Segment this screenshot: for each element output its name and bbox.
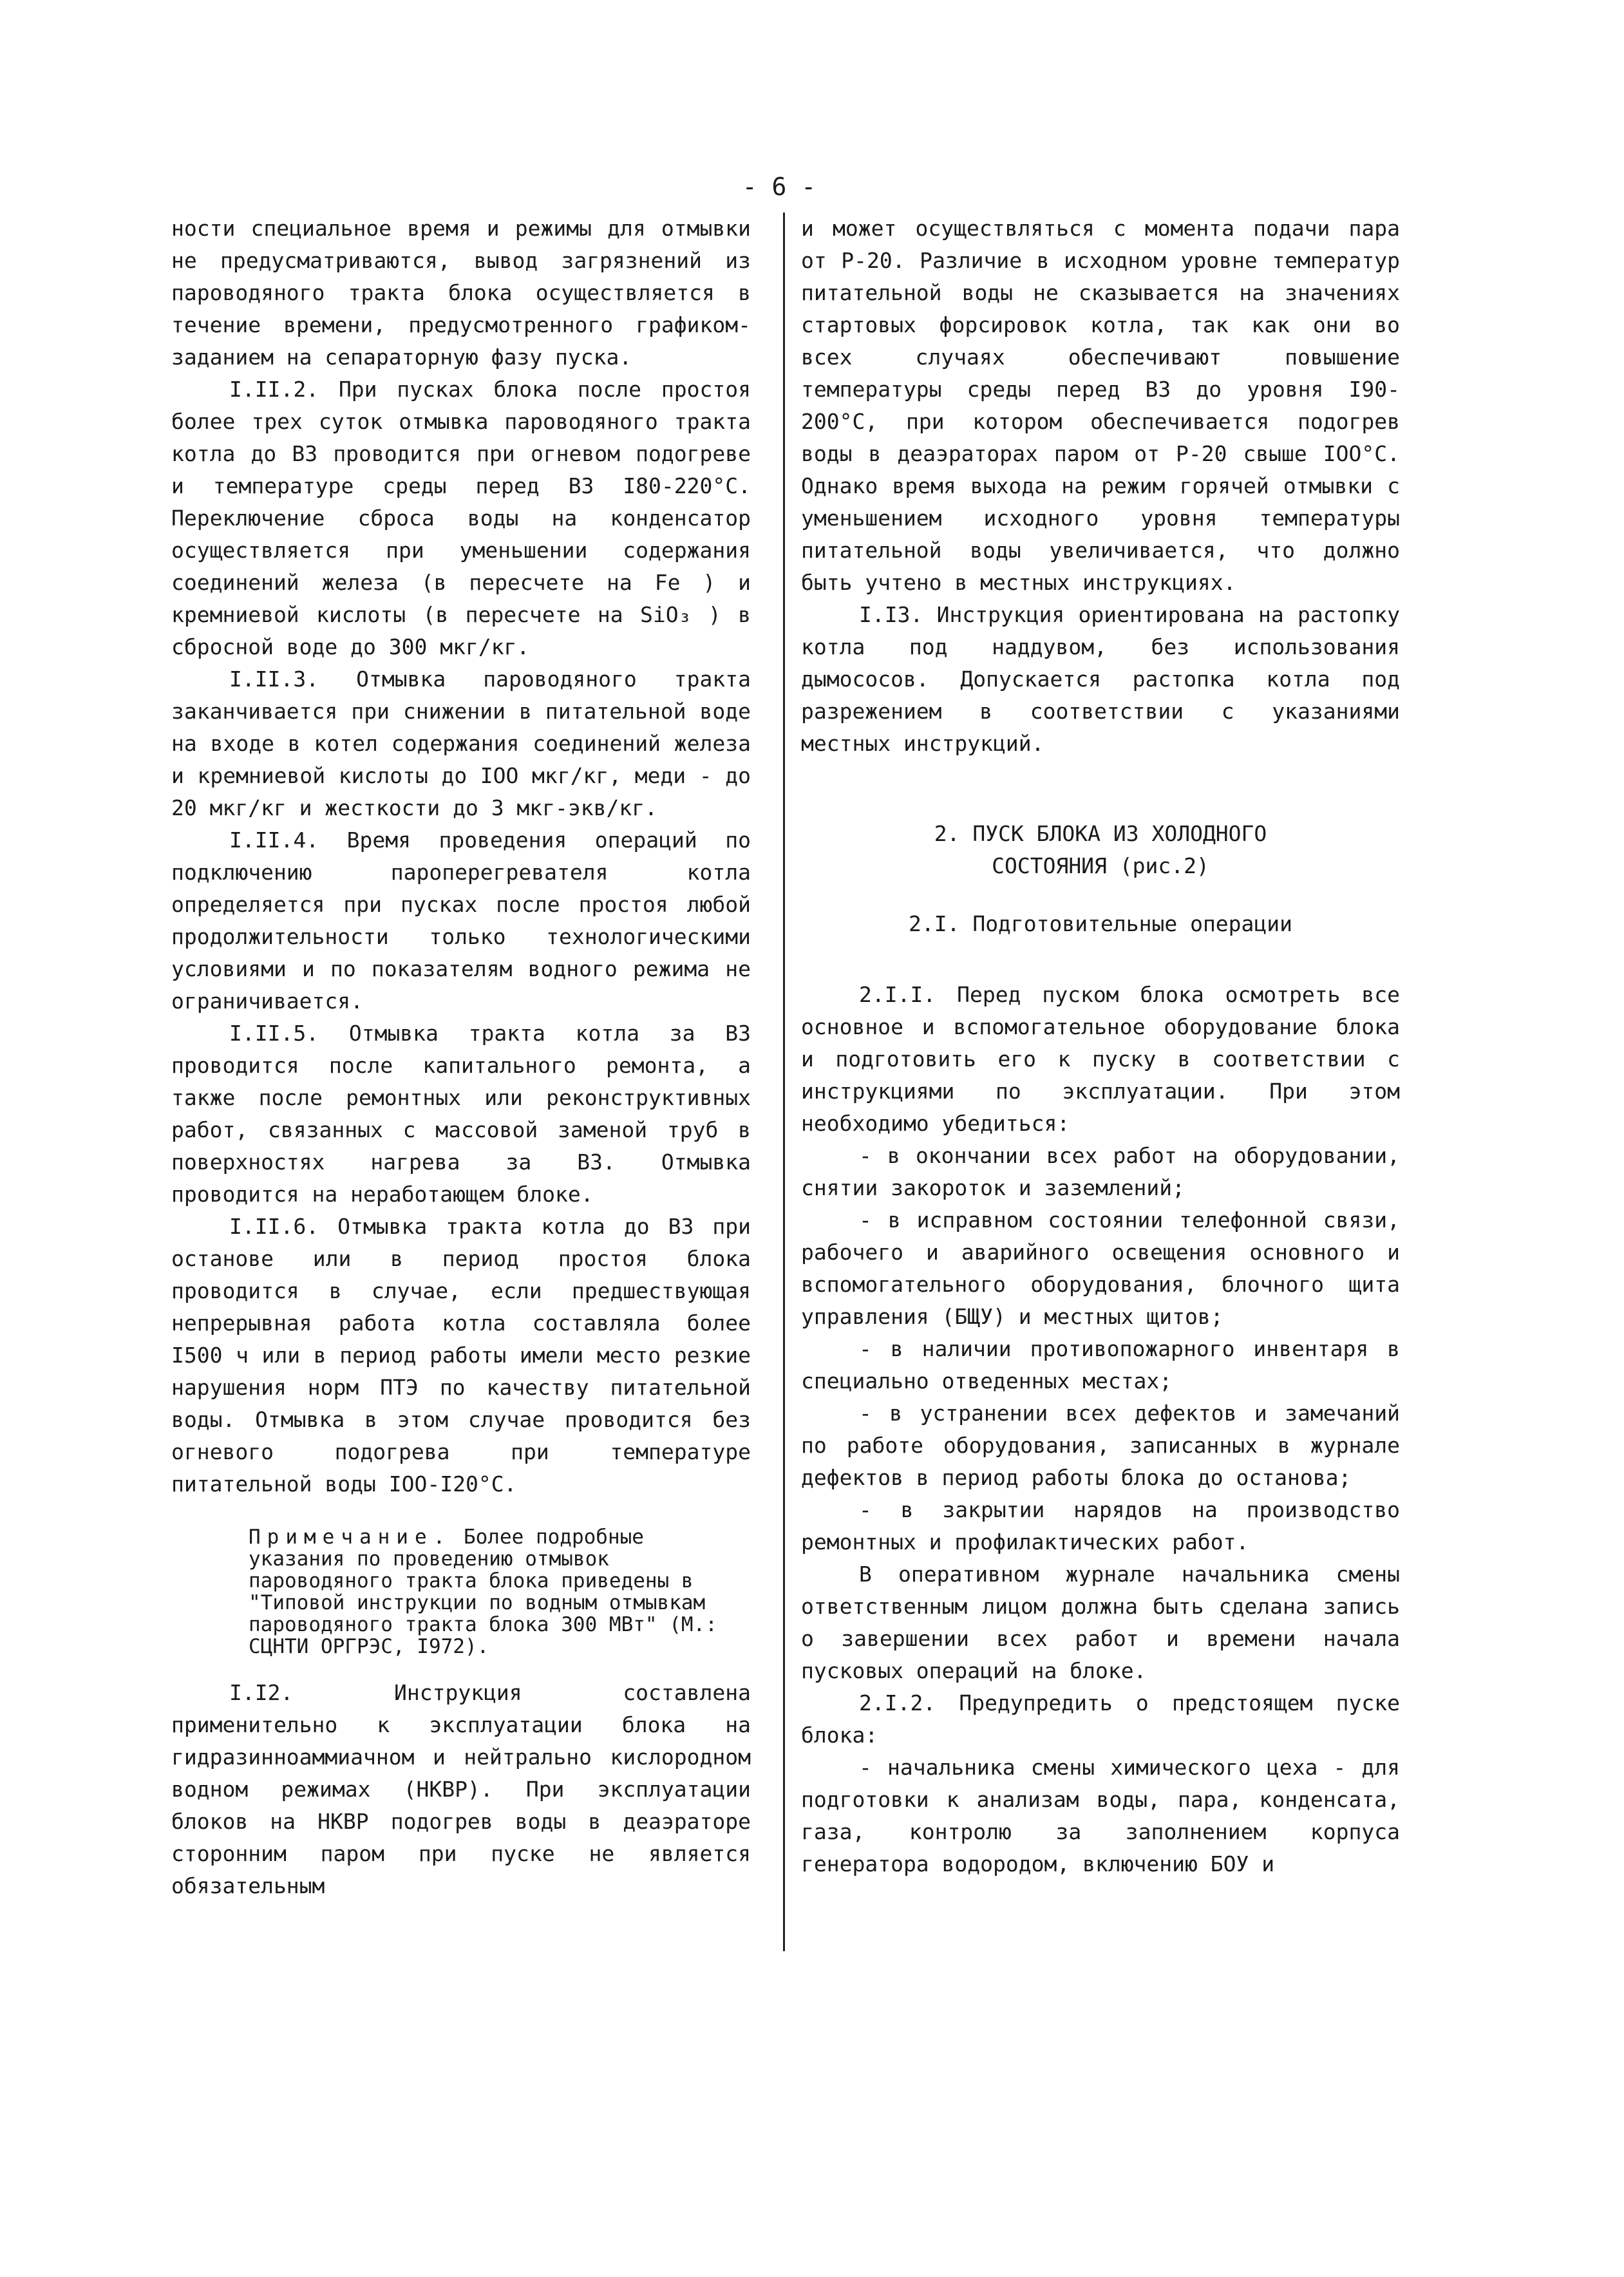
paragraph: ности специальное время и режимы для отмывки не предусматриваются, вывод загрязнений из пароводяного тракта блока осуществляется в течение времени, предусмотренного графиком-заданием на сепараторную фазу пуска. — [171, 216, 751, 370]
left-column — [171, 213, 751, 1902]
paragraph: 2.I.2. Предупредить о предстоящем пуске блока: — [801, 1690, 1400, 1748]
right-column — [801, 213, 1400, 1880]
paragraph: I.II.4. Время проведения операций по подключению пароперегревателя котла определяется при пусках после простоя любой продолжительности только технологическими условиями и по показателям водного режима не ограничивается. — [171, 827, 751, 1014]
list-item: - начальника смены химического цеха - для подготовки к анализам воды, пара, конденсата, газа, контролю за заполнением корпуса генератора водородом, включению БОУ и — [801, 1755, 1400, 1876]
paragraph: I.I3. Инструкция ориентирована на растопку котла под наддувом, без использования дымососов. Допускается растопка котла под разрежением в соответствии с указаниями местных инструкций. — [801, 602, 1400, 756]
list-item: - в исправном состоянии телефонной связи, рабочего и аварийного освещения основного и вспомогательного оборудования, блочного щита управления (БЩУ) и местных щитов; — [801, 1207, 1400, 1329]
paragraph: I.II.5. Отмывка тракта котла за ВЗ проводится после капитального ремонта, а также после ремонтных или реконструктивных работ, связанных с массовой заменой труб в поверхностях нагрева за ВЗ. Отмывка проводится на неработающем блоке. — [171, 1021, 751, 1207]
section-heading-line: 2. ПУСК БЛОКА ИЗ ХОЛОДНОГО — [934, 821, 1267, 846]
paragraph: 2.I.I. Перед пуском блока осмотреть все основное и вспомогательное оборудование блока и подготовить его к пуску в соответствии с инструкциями по эксплуатации. При этом необходимо убедиться: — [801, 982, 1400, 1136]
paragraph: I.II.3. Отмывка пароводяного тракта заканчивается при снижении в питательной воде на входе в котел содержания соединений железа и кремниевой кислоты до IOO мкг/кг, меди - до 20 мкг/кг и жесткости до 3 мкг-экв/кг. — [171, 666, 751, 820]
list-item: - в наличии противопожарного инвентаря в специально отведенных местах; — [801, 1336, 1400, 1394]
list-item: - в окончании всех работ на оборудовании, снятии закороток и заземлений; — [801, 1143, 1400, 1200]
subsection-heading: 2.I. Подготовительные операции — [908, 911, 1293, 936]
list-item: - в закрытии нарядов на производство ремонтных и профилактических работ. — [801, 1497, 1400, 1554]
paragraph: и может осуществляться с момента подачи пара от Р-20. Различие в исходном уровне температур питательной воды не сказывается на значениях стартовых форсировок котла, так как они во всех случаях обеспечивают повышение температуры среды перед ВЗ до уровня I90-200°С, при котором обеспечивается подогрев воды в деаэраторах паром от Р-20 свыше IOO°С. Однако время выхода на режим горячей отмывки с уменьшением исходного уровня температуры питательной воды увеличивается, что должно быть учтено в местных инструкциях. — [801, 216, 1400, 595]
paragraph: I.II.6. Отмывка тракта котла до ВЗ при останове или в период простоя блока проводится в случае, если предшествующая непрерывная работа котла составляла более I500 ч или в период работы имели место резкие нарушения норм ПТЭ по качеству питательной воды. Отмывка в этом случае проводится без огневого подогрева при температуре питательной воды IOO-I20°С. — [171, 1214, 751, 1497]
note-heading: Примечание. — [249, 1526, 452, 1549]
paragraph: I.I2. Инструкция составлена применительно к эксплуатации блока на гидразинноаммиачном и нейтрально кислородном водном режимах (НКВР). При эксплуатации блоков на НКВР подогрев воды в деаэраторе сторонним паром при пуске не является обязательным — [171, 1680, 751, 1898]
paragraph: I.II.2. При пусках блока после простоя более трех суток отмывка пароводяного тракта котла до ВЗ проводится при огневом подогреве и температуре среды перед ВЗ I80-220°С. Переключение сброса воды на конденсатор осуществляется при уменьшении содержания соединений железа (в пересчете на Fe ) и кремниевой кислоты (в пересчете на SiO₃ ) в сбросной воде до 300 мкг/кг. — [171, 377, 751, 659]
note-text: Более подробные указания по проведению отмывок пароводяного тракта блока приведены в "Типовой инструкции по водным отмывкам пароводяного тракта блока 300 МВт" (М.: СЦНТИ ОРГРЭС, I972). — [249, 1526, 717, 1658]
section-heading — [801, 818, 1400, 882]
column-divider — [783, 213, 785, 1951]
section-heading-line: СОСТОЯНИЯ (рис.2) — [992, 853, 1209, 878]
note — [249, 1526, 751, 1658]
paragraph: В оперативном журнале начальника смены ответственным лицом должна быть сделана запись о завершении всех работ и времени начала пусковых операций на блоке. — [801, 1562, 1400, 1683]
list-item: - в устранении всех дефектов и замечаний по работе оборудования, записанных в журнале дефектов в период работы блока до останова; — [801, 1401, 1400, 1490]
page-number: - 6 - — [742, 173, 817, 201]
